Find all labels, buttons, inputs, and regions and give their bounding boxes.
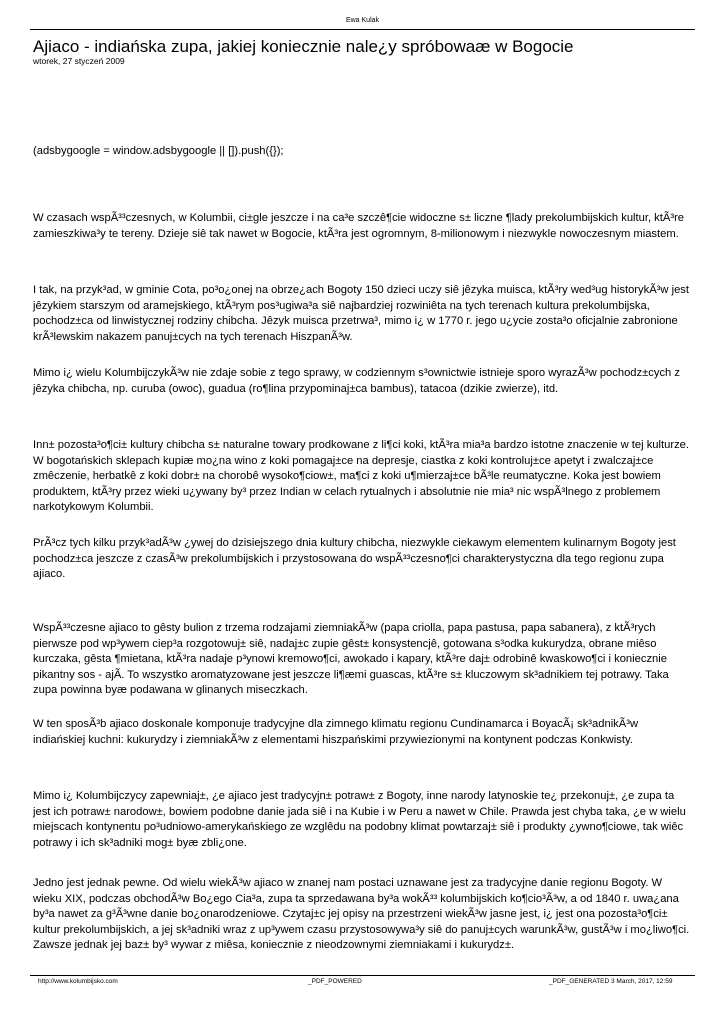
ad-script-text: (adsbygoogle = window.adsbygoogle || []).push({}); <box>33 145 284 157</box>
header-author: Ewa Kulak <box>345 17 380 24</box>
footer-divider <box>30 975 695 976</box>
article-paragraph-9: Jedno jest jednak pewne. Od wielu wiekÃ³w ajiaco w znanej nam postaci uznawane jest za tradycyjne danie regionu Bogoty. W wieku XIX, podczas obchodÃ³w Bo¿ego Cia³a, zupa ta sprzedawana by³a wokÃ³³ kolumbijskich ko¶cio³Ã³w, a od 1840 r. uwa¿ana by³a nawet za g³Ã³wne danie bo¿onarodzeniowe. Czytaj±c jej opisy na przestrzeni wiekÃ³w jasne jest, i¿ jest ona pozosta³o¶ci± kultur prekolumbijskich, a jej sk³adniki wraz z up³ywem czasu przystosowywa³y siê do panuj±cych warunkÃ³w, gustÃ³w i mo¿liwo¶ci. Zawsze jednak jej baz± by³ wywar z miêsa, koniecznie z nieodzownymi ziemniakami i kukurydz±. <box>33 877 690 951</box>
footer-pdf-generated: _PDF_GENERATED 3 March, 2017, 12:59 <box>549 978 673 985</box>
article-paragraph-2: I tak, na przyk³ad, w gminie Cota, po³o¿onej na obrze¿ach Bogoty 150 dzieci uczy siê jêzyka muisca, ktÃ³ry wed³ug historykÃ³w jest jêzykiem starszym od aramejskiego, ktÃ³rym pos³ugiwa³a siê najbardziej rozwiniêta na tych terenach kultura prekolumbijska, pochodz±ca od linwistycznej rodziny chibcha. Jêzyk muisca przetrwa³, mimo i¿ w 1770 r. jego u¿ycie zosta³o oficjalnie zabronione krÃ³lewskim nakazem panuj±cych na tych terenach HiszpanÃ³w. <box>33 284 689 343</box>
article-paragraph-3: Mimo i¿ wielu KolumbijczykÃ³w nie zdaje sobie z tego sprawy, w codziennym s³ownictwie istnieje sporo wyrazÃ³w pochodz±cych z jêzyka chibcha, np. curuba (owoc), guadua (ro¶lina przypominaj±ca bambus), tatacoa (dzikie zwierze), itd. <box>33 367 680 395</box>
article-paragraph-6: WspÃ³³czesne ajiaco to gêsty bulion z trzema rodzajami ziemniakÃ³w (papa criolla, papa pastusa, papa sabanera), z ktÃ³rych pierwsze pod wp³ywem ciep³a rozgotowuj± siê, nadaj±c zupie gêst± konsystencjê, gotowana s³odka kukurydza, obrane miêso kurczaka, gêsta ¶mietana, ktÃ³ra nadaje p³ynowi kremowo¶ci, awokado i kapary, ktÃ³re daj± odrobinê kwaskowo¶ci i koniecznie pikantny sos - ajÃ. To wszystko aromatyzowane jest jeszcze li¶æmi guascas, ktÃ³re s± kluczowym sk³adnikiem tej potrawy. Taka zupa powinna byæ podawana w glinanych miseczkach. <box>33 622 669 696</box>
footer-url-link[interactable]: http://www.kolumbijsko.com <box>38 978 118 985</box>
article-paragraph-1: W czasach wspÃ³³czesnych, w Kolumbii, ci±gle jeszcze i na ca³e szczê¶cie widoczne s± liczne ¶lady prekolumbijskich kultur, ktÃ³re zamieszkiwa³y te tereny. Dzieje siê tak nawet w Bogocie, ktÃ³ra jest ogromnym, 8-milionowym i niezwykle nowoczesnym miastem. <box>33 212 685 240</box>
article-title: Ajiaco - indiańska zupa, jakiej koniecznie nale¿y spróbowaæ w Bogocie <box>33 37 574 56</box>
article-paragraph-8: Mimo i¿ Kolumbijczycy zapewniaj±, ¿e ajiaco jest tradycyjn± potraw± z Bogoty, inne narody latynoskie te¿ przekonuj±, ¿e zupa ta jest ich potraw± narodow±, bowiem podobne danie jada siê i na Kubie i w Peru a nawet w Chile. Prawda jest chyba taka, ¿e w wielu miejscach kontynentu po³udniowo-amerykańskiego ze wzglêdu na podobny klimat powtarzaj± siê i produkty ¿ywno¶ciowe, tak wiêc potrawy i ich sk³adniki mog± byæ zbli¿one. <box>33 790 686 849</box>
article-paragraph-5: PrÃ³cz tych kilku przyk³adÃ³w ¿ywej do dzisiejszego dnia kultury chibcha, niezwykle ciekawym elementem kulinarnym Bogoty jest pochodz±ca jeszcze z czasÃ³w prekolumbijskich i przystosowana do wspÃ³³czesno¶ci charakterystyczna dla tego regionu zupa ajiaco. <box>33 537 676 580</box>
article-paragraph-4: Inn± pozosta³o¶ci± kultury chibcha s± naturalne towary prodkowane z li¶ci koki, ktÃ³ra mia³a bardzo istotne znaczenie w tej kulturze. W bogotańskich sklepach kupiæ mo¿na wino z koki pomagaj±ce na depresje, ciastka z koki kontroluj±ce apetyt i zwalczaj±ce zmêczenie, herbatkê z koki dobr± na chorobê wysoko¶ciow±, ma¶ci z koki u¶mierzaj±ce bÃ³le reumatyczne. Koka jest bowiem produktem, ktÃ³ry przez wieki u¿ywany by³ przez Indian w celach rytualnych i absolutnie nie mia³ nic wspÃ³lnego z problemem narkotykowym Kolumbii. <box>33 439 689 513</box>
article-date: wtorek, 27 styczeń 2009 <box>33 56 125 66</box>
footer-pdf-powered: _PDF_POWERED <box>308 978 362 985</box>
article-paragraph-7: W ten sposÃ³b ajiaco doskonale komponuje tradycyjne dla zimnego klimatu regionu Cundinamarca i BoyacÃ¡ sk³adnikÃ³w indiańskiej kuchni: kukurydzy i ziemniakÃ³w z elementami hiszpańskimi przywiezionymi na kontynent podczas Konkwisty. <box>33 718 639 746</box>
header-divider <box>30 29 695 30</box>
